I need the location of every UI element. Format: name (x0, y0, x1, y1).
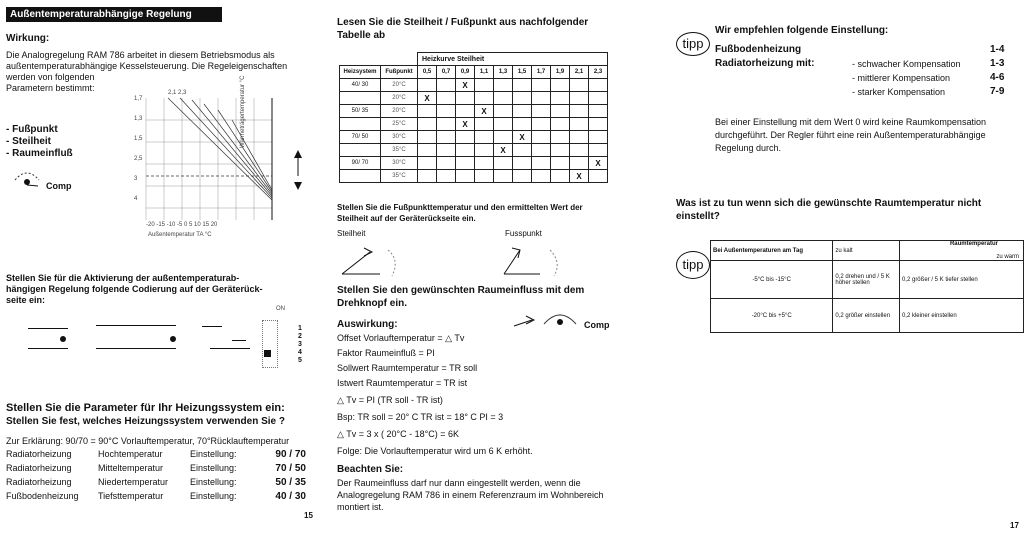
page-number-left: 15 (304, 511, 313, 520)
steilheit-cell (513, 170, 532, 183)
beachten-title: Beachten Sie: (337, 464, 404, 475)
col-head: 1,3 (494, 66, 513, 79)
steilheit-cell (570, 157, 589, 170)
steilheit-cell (418, 79, 437, 92)
tipp-badge-2: tipp (676, 251, 710, 279)
graph-x-ticks: -20 -15 -10 -5 0 5 10 15 20 (146, 222, 218, 228)
question-line-2: einstellt? (676, 211, 720, 222)
steilheit-cell (437, 131, 456, 144)
section-header: Außentemperaturabhängige Regelung (6, 7, 222, 22)
steilheit-cell: X (494, 144, 513, 157)
knob-icon (12, 168, 42, 195)
systems-list (6, 449, 306, 505)
system-value: 70 / 50 (275, 463, 306, 474)
steilheit-cell (589, 131, 608, 144)
radiator-option-2: - mittlerer Kompensation (852, 73, 951, 83)
steilheit-cell (532, 157, 551, 170)
table-head-col3 (899, 241, 1023, 261)
col-head: 0,9 (456, 66, 475, 79)
fusspunkt-cell: 30°C (381, 157, 418, 170)
col-head: 1,1 (475, 66, 494, 79)
beachten-line-1: Der Raumeinfluss darf nur dann eingestellt werden, wenn die (337, 478, 581, 488)
question-line-1: Was ist zu tun wenn sich die gewünschte Raumtemperatur nicht (676, 198, 982, 209)
steilheit-cell (456, 105, 475, 118)
intro-line-1: Die Analogregelung RAM 786 arbeitet in diesem Betriebsmodus als (6, 50, 275, 60)
intro-line-2: außentemperaturabhängige Kesselsteuerung. Die Regeleigenschaften (6, 61, 288, 71)
heizsystem-cell: 50/ 35 (340, 105, 381, 118)
radiator-value-2: 4-6 (990, 72, 1005, 83)
col-head: 0,5 (418, 66, 437, 79)
knob-title-2: Drehknopf ein. (337, 298, 408, 309)
beachten-line-2: Analogregelung RAM 786 in einem Referenzraum im Wohnbereich (337, 490, 604, 500)
coding-title-3: seite ein: (6, 295, 46, 305)
table-row (340, 170, 608, 183)
steilheit-cell: X (456, 79, 475, 92)
formula-7: △ Tv = 3 x ( 20°C - 18°C) = 6K (337, 429, 459, 439)
param-title: Stellen Sie die Parameter für Ihr Heizungssystem ein: (6, 402, 285, 414)
note-line-2: durchgeführt. Der Regler führt eine rein Außentemperaturabhängige (715, 130, 986, 140)
steilheit-cell (551, 92, 570, 105)
system-value: 50 / 35 (275, 477, 306, 488)
param-raumeinfluss: - Raumeinfluß (6, 148, 73, 159)
radiator-option-1: - schwacher Kompensation (852, 59, 961, 69)
steilheit-cell (456, 131, 475, 144)
radiator-option-3: - starker Kompensation (852, 87, 946, 97)
heizsystem-cell (340, 92, 381, 105)
table-row (340, 92, 608, 105)
steilheit-cell (570, 79, 589, 92)
steilheit-cell (418, 105, 437, 118)
steilheit-cell (475, 170, 494, 183)
dip-switch-icon (262, 320, 278, 368)
steilheit-cell: X (475, 105, 494, 118)
col-head: 2,1 (570, 66, 589, 79)
steilheit-cell (418, 157, 437, 170)
fusspunkt-cell: 35°C (381, 170, 418, 183)
steilheit-cell (551, 105, 570, 118)
steilheit-cell (475, 157, 494, 170)
heizsystem-cell: 40/ 30 (340, 79, 381, 92)
steilheit-cell (513, 79, 532, 92)
steilheit-table (339, 52, 608, 183)
steilheit-cell (494, 170, 513, 183)
steilheit-cell (494, 105, 513, 118)
wirkung-title: Wirkung: (6, 33, 50, 44)
steilheit-cell (456, 170, 475, 183)
steilheit-cell (456, 157, 475, 170)
system-temp: Tiefsttemperatur (98, 491, 164, 501)
col-head: 2,3 (589, 66, 608, 79)
switch-num-4: 4 (298, 349, 302, 356)
cold-cell: 0,2 drehen und / 5 K höher stellen (833, 261, 900, 299)
explanation: Zur Erklärung: 90/70 = 90°C Vorlauftemperatur, 70°Rücklauftemperatur (6, 436, 290, 446)
warm-cell: 0,2 größer / 5 K tiefer stellen (899, 261, 1023, 299)
temperature-arrows (294, 150, 302, 215)
steilheit-cell (437, 170, 456, 183)
warm-cell: 0,2 kleiner einstellen (899, 299, 1023, 333)
system-value: 40 / 30 (275, 491, 306, 502)
rear-title-2: Steilheit auf der Geräterückseite ein. (337, 214, 476, 223)
on-label: ON (276, 306, 285, 312)
steilheit-cell (513, 157, 532, 170)
intro-line-3: werden von folgenden (6, 72, 95, 82)
cold-cell: 0,2 größer einstellen (833, 299, 900, 333)
heizsystem-cell: 90/ 70 (340, 157, 381, 170)
system-label: Einstellung: (190, 463, 237, 473)
room-knob-icon (512, 302, 584, 341)
system-row (6, 477, 306, 491)
steilheit-cell (513, 105, 532, 118)
steilheit-cell (494, 118, 513, 131)
fusspunkt-cell: 35°C (381, 144, 418, 157)
formula-2: Faktor Raumeinfluß = PI (337, 348, 435, 358)
knob-title-1: Stellen Sie den gewünschten Raumeinfluss mit dem (337, 285, 585, 296)
col-head: Fußpunkt (381, 66, 418, 79)
switch-num-3: 3 (298, 341, 302, 348)
param-steilheit: - Steilheit (6, 136, 52, 147)
range-cell: -5°C bis -15°C (711, 261, 833, 299)
steilheit-cell (437, 105, 456, 118)
steilheit-cell (437, 144, 456, 157)
switch-num-1: 1 (298, 325, 302, 332)
steilheit-cell (456, 144, 475, 157)
table-head-col2: zu kalt (833, 241, 900, 261)
system-row (6, 449, 306, 463)
formula-4: Istwert Raumtemperatur = TR ist (337, 378, 468, 388)
table-row (340, 144, 608, 157)
page-number-right: 17 (1010, 521, 1019, 530)
steilheit-cell (437, 92, 456, 105)
formula-6: Bsp: TR soll = 20° C TR ist = 18° C PI = 3 (337, 412, 504, 422)
formula-8: Folge: Die Vorlauftemperatur wird um 6 K erhöht. (337, 446, 533, 456)
steilheit-cell (532, 79, 551, 92)
system-type: Radiatorheizung (6, 449, 72, 459)
param-fusspunkt: - Fußpunkt (6, 124, 58, 135)
steilheit-cell (589, 79, 608, 92)
steilheit-cell (437, 157, 456, 170)
steilheit-cell (532, 131, 551, 144)
fusspunkt-cell: 20°C (381, 92, 418, 105)
coding-title-2: hängigen Regelung folgende Codierung auf der Geräterück- (6, 284, 263, 294)
graph-y-tick-3: 1,5 (134, 136, 143, 142)
system-row (6, 463, 306, 477)
graph-y-tick-6: 4 (134, 196, 138, 202)
steilheit-cell (570, 118, 589, 131)
switch-num-2: 2 (298, 333, 302, 340)
steilheit-cell (437, 118, 456, 131)
radiator-label: Radiatorheizung mit: (715, 58, 815, 69)
steilheit-cell (513, 144, 532, 157)
steilheit-cell (437, 79, 456, 92)
table-row (340, 157, 608, 170)
steilheit-cell (532, 170, 551, 183)
table-head-warm: zu warm (996, 254, 1019, 260)
note-line-3: Regelung durch. (715, 143, 782, 153)
system-temp: Mitteltemperatur (98, 463, 164, 473)
table-row (340, 105, 608, 118)
steilheit-cell (551, 144, 570, 157)
comp-label-middle: Comp (584, 320, 610, 330)
auswirkung-title: Auswirkung: (337, 319, 398, 330)
system-label: Einstellung: (190, 491, 237, 501)
col-head: Heizsystem (340, 66, 381, 79)
fusspunkt-cell: 20°C (381, 79, 418, 92)
param-subtitle: Stellen Sie fest, welches Heizungssystem verwenden Sie ? (6, 416, 285, 427)
steilheit-cell: X (570, 170, 589, 183)
steilheit-cell (551, 118, 570, 131)
system-label: Einstellung: (190, 477, 237, 487)
steilheit-cell (551, 157, 570, 170)
steilheit-cell (513, 92, 532, 105)
table-header: Heizkurve Steilheit (418, 53, 608, 66)
steilheit-cell (418, 131, 437, 144)
steilheit-cell (570, 105, 589, 118)
steilheit-cell (551, 131, 570, 144)
recommend-title: Wir empfehlen folgende Einstellung: (715, 25, 889, 36)
steilheit-cell (456, 92, 475, 105)
formula-1: Offset Vorlauftemperatur = △ Tv (337, 333, 465, 343)
steilheit-cell (589, 144, 608, 157)
graph-side-label: Wärmeträgertemperatur °C (240, 75, 246, 148)
steilheit-cell (418, 118, 437, 131)
col-head: 0,7 (437, 66, 456, 79)
steilheit-cell (475, 131, 494, 144)
note-line-1: Bei einer Einstellung mit dem Wert 0 wird keine Raumkompensation (715, 117, 986, 127)
steilheit-cell: X (456, 118, 475, 131)
fusspunkt-knob-icon (500, 240, 570, 285)
radiator-value-3: 7-9 (990, 86, 1005, 97)
steilheit-cell (494, 92, 513, 105)
steilheit-cell (532, 118, 551, 131)
middle-title-1: Lesen Sie die Steilheit / Fußpunkt aus nachfolgender (337, 17, 589, 28)
steilheit-cell (551, 170, 570, 183)
graph-x-label: Außentemperatur TA °C (148, 232, 212, 238)
fusspunkt-label: Fusspunkt (505, 229, 542, 238)
switch-knob-1 (60, 336, 66, 342)
dip-switch-block (264, 350, 271, 357)
formula-5: △ Tv = PI (TR soll - TR ist) (337, 395, 443, 405)
system-label: Einstellung: (190, 449, 237, 459)
steilheit-cell (589, 170, 608, 183)
heizsystem-cell (340, 144, 381, 157)
steilheit-cell (589, 118, 608, 131)
rear-title-1: Stellen Sie die Fußpunkttemperatur und den ermittelten Wert der (337, 203, 583, 212)
steilheit-cell (570, 131, 589, 144)
steilheit-label: Steilheit (337, 229, 366, 238)
steilheit-cell (418, 144, 437, 157)
steilheit-cell (494, 79, 513, 92)
system-value: 90 / 70 (275, 449, 306, 460)
switch-num-5: 5 (298, 357, 302, 364)
steilheit-cell (532, 92, 551, 105)
steilheit-cell (475, 144, 494, 157)
comp-label-left: Comp (46, 181, 72, 191)
table-row (340, 131, 608, 144)
steilheit-cell: X (513, 131, 532, 144)
heizsystem-cell (340, 170, 381, 183)
steilheit-cell (570, 92, 589, 105)
steilheit-cell: X (589, 157, 608, 170)
graph-y-tick-1: 1,7 (134, 96, 143, 102)
steilheit-cell (494, 157, 513, 170)
steilheit-cell (475, 92, 494, 105)
col-head: 1,5 (513, 66, 532, 79)
fusspunkt-cell: 20°C (381, 105, 418, 118)
steilheit-cell: X (418, 92, 437, 105)
intro-line-4: Parametern bestimmt: (6, 83, 95, 93)
steilheit-cell (418, 170, 437, 183)
steilheit-cell (494, 131, 513, 144)
beachten-line-3: montiert ist. (337, 502, 384, 512)
graph-top-ticks: 2,1 2,3 (168, 90, 187, 96)
graph-y-tick-4: 2,5 (134, 156, 143, 162)
fusspunkt-cell: 25°C (381, 118, 418, 131)
heizsystem-cell: 70/ 50 (340, 131, 381, 144)
steilheit-cell (589, 105, 608, 118)
middle-title-2: Tabelle ab (337, 30, 386, 41)
table-row (340, 79, 608, 92)
range-cell: -20°C bis +5°C (711, 299, 833, 333)
steilheit-cell (551, 79, 570, 92)
floor-value: 1-4 (990, 44, 1005, 55)
heizsystem-cell (340, 118, 381, 131)
steilheit-cell (475, 79, 494, 92)
tipp-badge-1: tipp (676, 32, 710, 56)
system-temp: Hochtemperatur (98, 449, 163, 459)
room-temp-table (710, 240, 1024, 333)
fusspunkt-cell: 30°C (381, 131, 418, 144)
steilheit-cell (532, 144, 551, 157)
floor-label: Fußbodenheizung (715, 44, 802, 55)
steilheit-cell (570, 144, 589, 157)
steilheit-cell (589, 92, 608, 105)
coding-title-1: Stellen Sie für die Aktivierung der außentemperaturab- (6, 273, 240, 283)
col-head: 1,9 (551, 66, 570, 79)
system-type: Radiatorheizung (6, 463, 72, 473)
system-type: Fußbodenheizung (6, 491, 79, 501)
steilheit-cell (532, 105, 551, 118)
system-row (6, 491, 306, 505)
col-head: 1,7 (532, 66, 551, 79)
table-head-col1: Bei Außentemperaturen am Tag (711, 241, 833, 261)
steilheit-cell (513, 118, 532, 131)
radiator-value-1: 1-3 (990, 58, 1005, 69)
table-head-raumtemp: Raumtemperatur (949, 241, 998, 247)
steilheit-cell (475, 118, 494, 131)
system-temp: Niedertemperatur (98, 477, 169, 487)
table-row (340, 118, 608, 131)
graph-y-tick-2: 1,3 (134, 116, 143, 122)
switch-knob-2 (170, 336, 176, 342)
system-type: Radiatorheizung (6, 477, 72, 487)
steilheit-knob-icon (340, 240, 410, 285)
graph-y-tick-5: 3 (134, 176, 138, 182)
formula-3: Sollwert Raumtemperatur = TR soll (337, 363, 478, 373)
